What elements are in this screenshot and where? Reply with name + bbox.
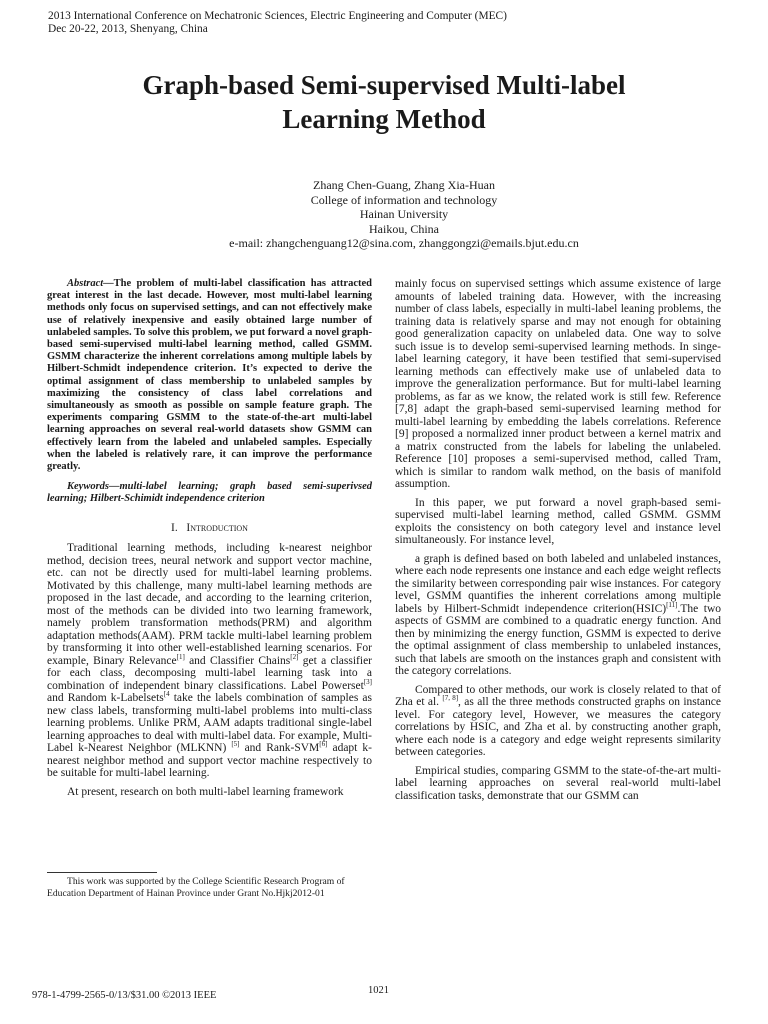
citation-2: [2]: [290, 652, 299, 661]
abstract-label: Abstract: [67, 278, 104, 289]
right-text-4a: Compared to other methods, our work is closely related to that of Zha et al.: [395, 683, 721, 708]
conference-date-location: Dec 20-22, 2013, Shenyang, China: [48, 23, 208, 35]
left-column: [47, 278, 372, 804]
funding-footnote: [47, 876, 377, 899]
citation-11: [11]: [666, 600, 678, 609]
right-paragraph-4: [395, 684, 721, 759]
section-title: Introduction: [186, 521, 248, 534]
right-paragraph-5: Empirical studies, comparing GSMM to the state-of-the-art multi-label learning approaches on several real-world multi-label classification tasks, demonstrate that our GSMM can: [395, 764, 721, 802]
right-paragraph-1: mainly focus on supervised settings which assume existence of large amounts of labeled training data. However, with the increasing number of class labels, especially in multi-label leaning problems, the training data is relatively sparse and may not enough for obtaining good generalization capacity on unlabeled data. One way to solve such issue is to develop semi-supervised learning methods. In singe-label learning category, it have been testified that semi-supervised learning methods can effectively make use of unlabeled data to improve the generalization performance. But for multi-label learning problems, as far as we know, the related work is still few. Reference [7,8] adapt the graph-based semi-supervised learning method for multi-label learning by embedding the labels correlations. Reference [9] proposed a normalized inner product between a kernel matrix and a matrix constructed from the labels for labeling the unlabeled. Reference [10] proposes a semi-supervised method, called Tram, which is similar to random walk method, on the basis of manifold assumption.: [395, 278, 721, 490]
intro-text-c: get a classifier for each class, decomposing multi-label learning task into a combination of independent binary classifications. Label Powerset: [47, 654, 373, 692]
citation-6: [6]: [319, 740, 328, 749]
citation-4: [4: [163, 690, 170, 699]
paper-title-line2: Learning Method: [282, 104, 486, 134]
affiliation-university: Hainan University: [359, 207, 449, 221]
citation-1: [1]: [176, 652, 185, 661]
section-number: I.: [171, 521, 178, 534]
intro-text-g: adapt k-nearest neighbor method and support vector machine respectively to be suitable for multi-label learning.: [47, 742, 373, 780]
citation-3: [3]: [363, 677, 372, 686]
right-text-4b: , as all the three methods constructed graphs on instance level. For category level, However, we measures the category correlations by HSIC, and Zha et al. by constructing another graph, where each node is a category and edge weight represents similarity between categories.: [395, 696, 721, 758]
intro-text-e: take the labels combination of samples as new class labels, transforming multi-label problems into multi-class learning problems. Unlike PRM, AAM adapts traditional single-label learning approaches to deal with multi-label data. For example, Multi-Label k-Nearest Neighbor (MLKNN): [47, 692, 372, 755]
intro-text-f: and Rank-SVM: [239, 742, 320, 755]
author-emails: e-mail: zhangchenguang12@sina.com, zhanggongzi@emails.bjut.edu.cn: [229, 236, 579, 250]
page-number: 1021: [368, 985, 389, 996]
intro-paragraph-1: [47, 542, 372, 780]
section-heading-introduction: [47, 522, 372, 535]
intro-text-d: and Random k-Labelsets: [47, 692, 164, 705]
paper-title: [0, 68, 768, 136]
footnote-text: This work was supported by the College Scientific Research Program of Education Department of Hainan Province under Grant No.Hjkj2012-01: [47, 876, 345, 899]
conference-header: [48, 10, 507, 36]
isbn-copyright: 978-1-4799-2565-0/13/$31.00 ©2013 IEEE: [32, 990, 217, 1001]
right-paragraph-3: [395, 553, 721, 678]
right-column: [395, 278, 721, 808]
abstract-text: —The problem of multi-label classification has attracted great interest in the last decade. However, most multi-label learning methods only focus on supervised settings, and can not effectively make use of relatively inexpensive and easily obtained large number of unlabeled samples. To solve this problem, we put forward a novel graph-based semi-supervised multi-label learning method, called GSMM. GSMM characterize the inherent correlations among multiple labels by Hilbert-Schmidt independence criterion. It’s expected to derive the optimal assignment of class membership to unlabeled samples by maximizing the consistency of class label correlations and simultaneously as smooth as possible on sample feature graph. The experiments comparing GSMM to the state-of-the-art multi-label learning approaches on several real-world datasets show GSMM can effectively learn from the labeled and unlabeled samples. Especially when the labeled is relatively rare, it can improve the performance greatly.: [47, 278, 372, 473]
intro-paragraph-2: At present, research on both multi-label learning framework: [67, 785, 344, 798]
abstract: [47, 278, 372, 473]
intro-text-b: and Classifier Chains: [184, 654, 291, 667]
citation-7-8: [7, 8]: [442, 694, 459, 703]
affiliation-city: Haikou, China: [369, 221, 439, 236]
conference-name: 2013 International Conference on Mechatronic Sciences, Electric Engineering and Computer (MEC): [48, 10, 507, 22]
right-paragraph-2: In this paper, we put forward a novel graph-based semi-supervised multi-label learning method, called GSMM. GSMM exploits the consistency on both category level and instance level simultaneously. For instance level,: [395, 496, 721, 546]
right-text-3a: a graph is defined based on both labeled and unlabeled instances, where each node represents one instance and each edge weight reflects the similarity between corresponding pair wise instances. For category level, GSMM quantifies the inherent correlations among multiple labels by Hilbert-Schmidt independence criterion(HSIC): [395, 552, 721, 615]
footnote-divider: [47, 872, 157, 873]
paper-title-line1: Graph-based Semi-supervised Multi-label: [142, 70, 626, 100]
intro-text-a: Traditional learning methods, including k-nearest neighbor method, decision trees, neural network and support vector machine, etc. can not be directly used for multi-label learning problems. Motivated by this challenge, many multi-label learning methods are proposed in the last decade, and according to the learning criterion, most of the methods can be divided into two learning framework, namely problem transformation methods(PRM) and algorithm adaptation methods(AAM). PRM tackle multi-label learning problem by transforming it into other well-established learning scenarios. For example, Binary Relevance: [47, 542, 372, 667]
affiliation-college: College of information and technology: [310, 192, 498, 207]
right-text-3b: .The two aspects of GSMM are combined to a quadratic energy function. And then by minimizing the energy function, GSMM is expected to derive the optimal assignment of class membership to unlabeled instances, such that labels are smooth on the instances graph and consistent with the category correlations.: [395, 602, 722, 677]
author-names: Zhang Chen-Guang, Zhang Xia-Huan: [313, 178, 495, 192]
author-block: [0, 178, 768, 251]
citation-5: [5]: [231, 740, 240, 749]
keywords: Keywords—multi-label learning; graph based semi-superivsed learning; Hilbert-Schimidt independence criterion: [47, 481, 372, 505]
